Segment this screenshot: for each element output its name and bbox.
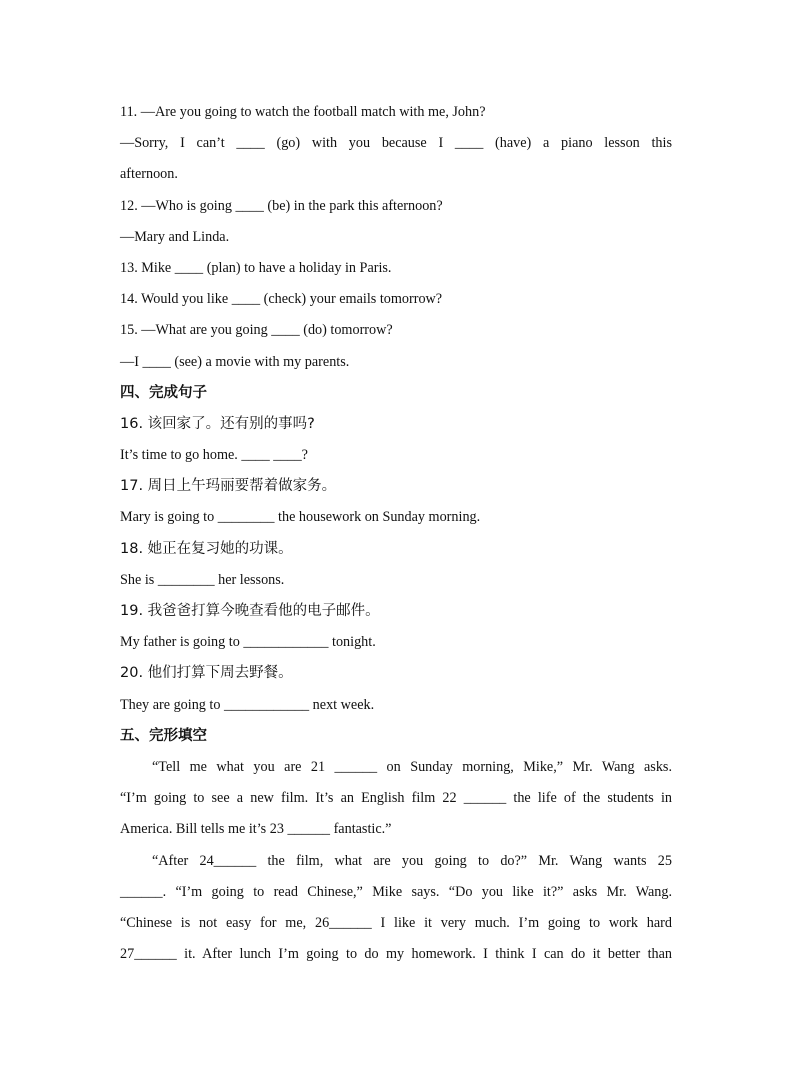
q11-answer-line2: afternoon.: [120, 166, 178, 183]
q18-chinese: 18. 她正在复习她的功课。: [120, 540, 293, 557]
q12-question: 12. —Who is going ____ (be) in the park this afternoon?: [120, 197, 443, 214]
q15-question: 15. —What are you going ____ (do) tomorrow?: [120, 322, 393, 339]
cloze-paragraph1-line1: “Tell me what you are 21 ______ on Sunday morning, Mike,” Mr. Wang asks.: [152, 758, 672, 775]
q11-answer-line1: —Sorry, I can’t ____ (go) with you because I ____ (have) a piano lesson this: [120, 135, 672, 152]
q16-chinese: 16. 该回家了。还有别的事吗?: [120, 415, 315, 432]
q13: 13. Mike ____ (plan) to have a holiday in Paris.: [120, 259, 392, 276]
cloze-paragraph2-line2: ______. “I’m going to read Chinese,” Mike says. “Do you like it?” asks Mr. Wang.: [120, 883, 672, 900]
cloze-paragraph2-line1: “After 24______ the film, what are you going to do?” Mr. Wang wants 25: [152, 852, 672, 869]
cloze-paragraph1-line3: America. Bill tells me it’s 23 ______ fantastic.”: [120, 821, 392, 838]
q16-english: It’s time to go home. ____ ____?: [120, 447, 308, 464]
q20-english: They are going to ____________ next week.: [120, 696, 375, 713]
worksheet-page: [120, 97, 672, 970]
q11-question: 11. —Are you going to watch the football match with me, John?: [120, 104, 486, 120]
cloze-paragraph2-line3: “Chinese is not easy for me, 26______ I like it very much. I’m going to work hard: [120, 914, 672, 931]
q14: 14. Would you like ____ (check) your emails tomorrow?: [120, 291, 443, 308]
section-four-heading: 四、完成句子: [120, 384, 207, 401]
section-five-heading: 五、完形填空: [120, 727, 207, 744]
q17-chinese: 17. 周日上午玛丽要帮着做家务。: [120, 478, 337, 495]
q15-answer: —I ____ (see) a movie with my parents.: [120, 353, 350, 370]
cloze-paragraph2-line4: 27______ it. After lunch I’m going to do my homework. I think I can do it better than: [120, 946, 672, 963]
q19-english: My father is going to ____________ tonight.: [120, 634, 376, 651]
cloze-paragraph1-line2: “I’m going to see a new film. It’s an English film 22 ______ the life of the students in: [120, 790, 672, 807]
q19-chinese: 19. 我爸爸打算今晚查看他的电子邮件。: [120, 603, 380, 619]
q20-chinese: 20. 他们打算下周去野餐。: [120, 665, 293, 682]
q12-answer: —Mary and Linda.: [120, 228, 230, 245]
q18-english: She is ________ her lessons.: [120, 571, 285, 588]
q17-english: Mary is going to ________ the housework on Sunday morning.: [120, 509, 481, 526]
